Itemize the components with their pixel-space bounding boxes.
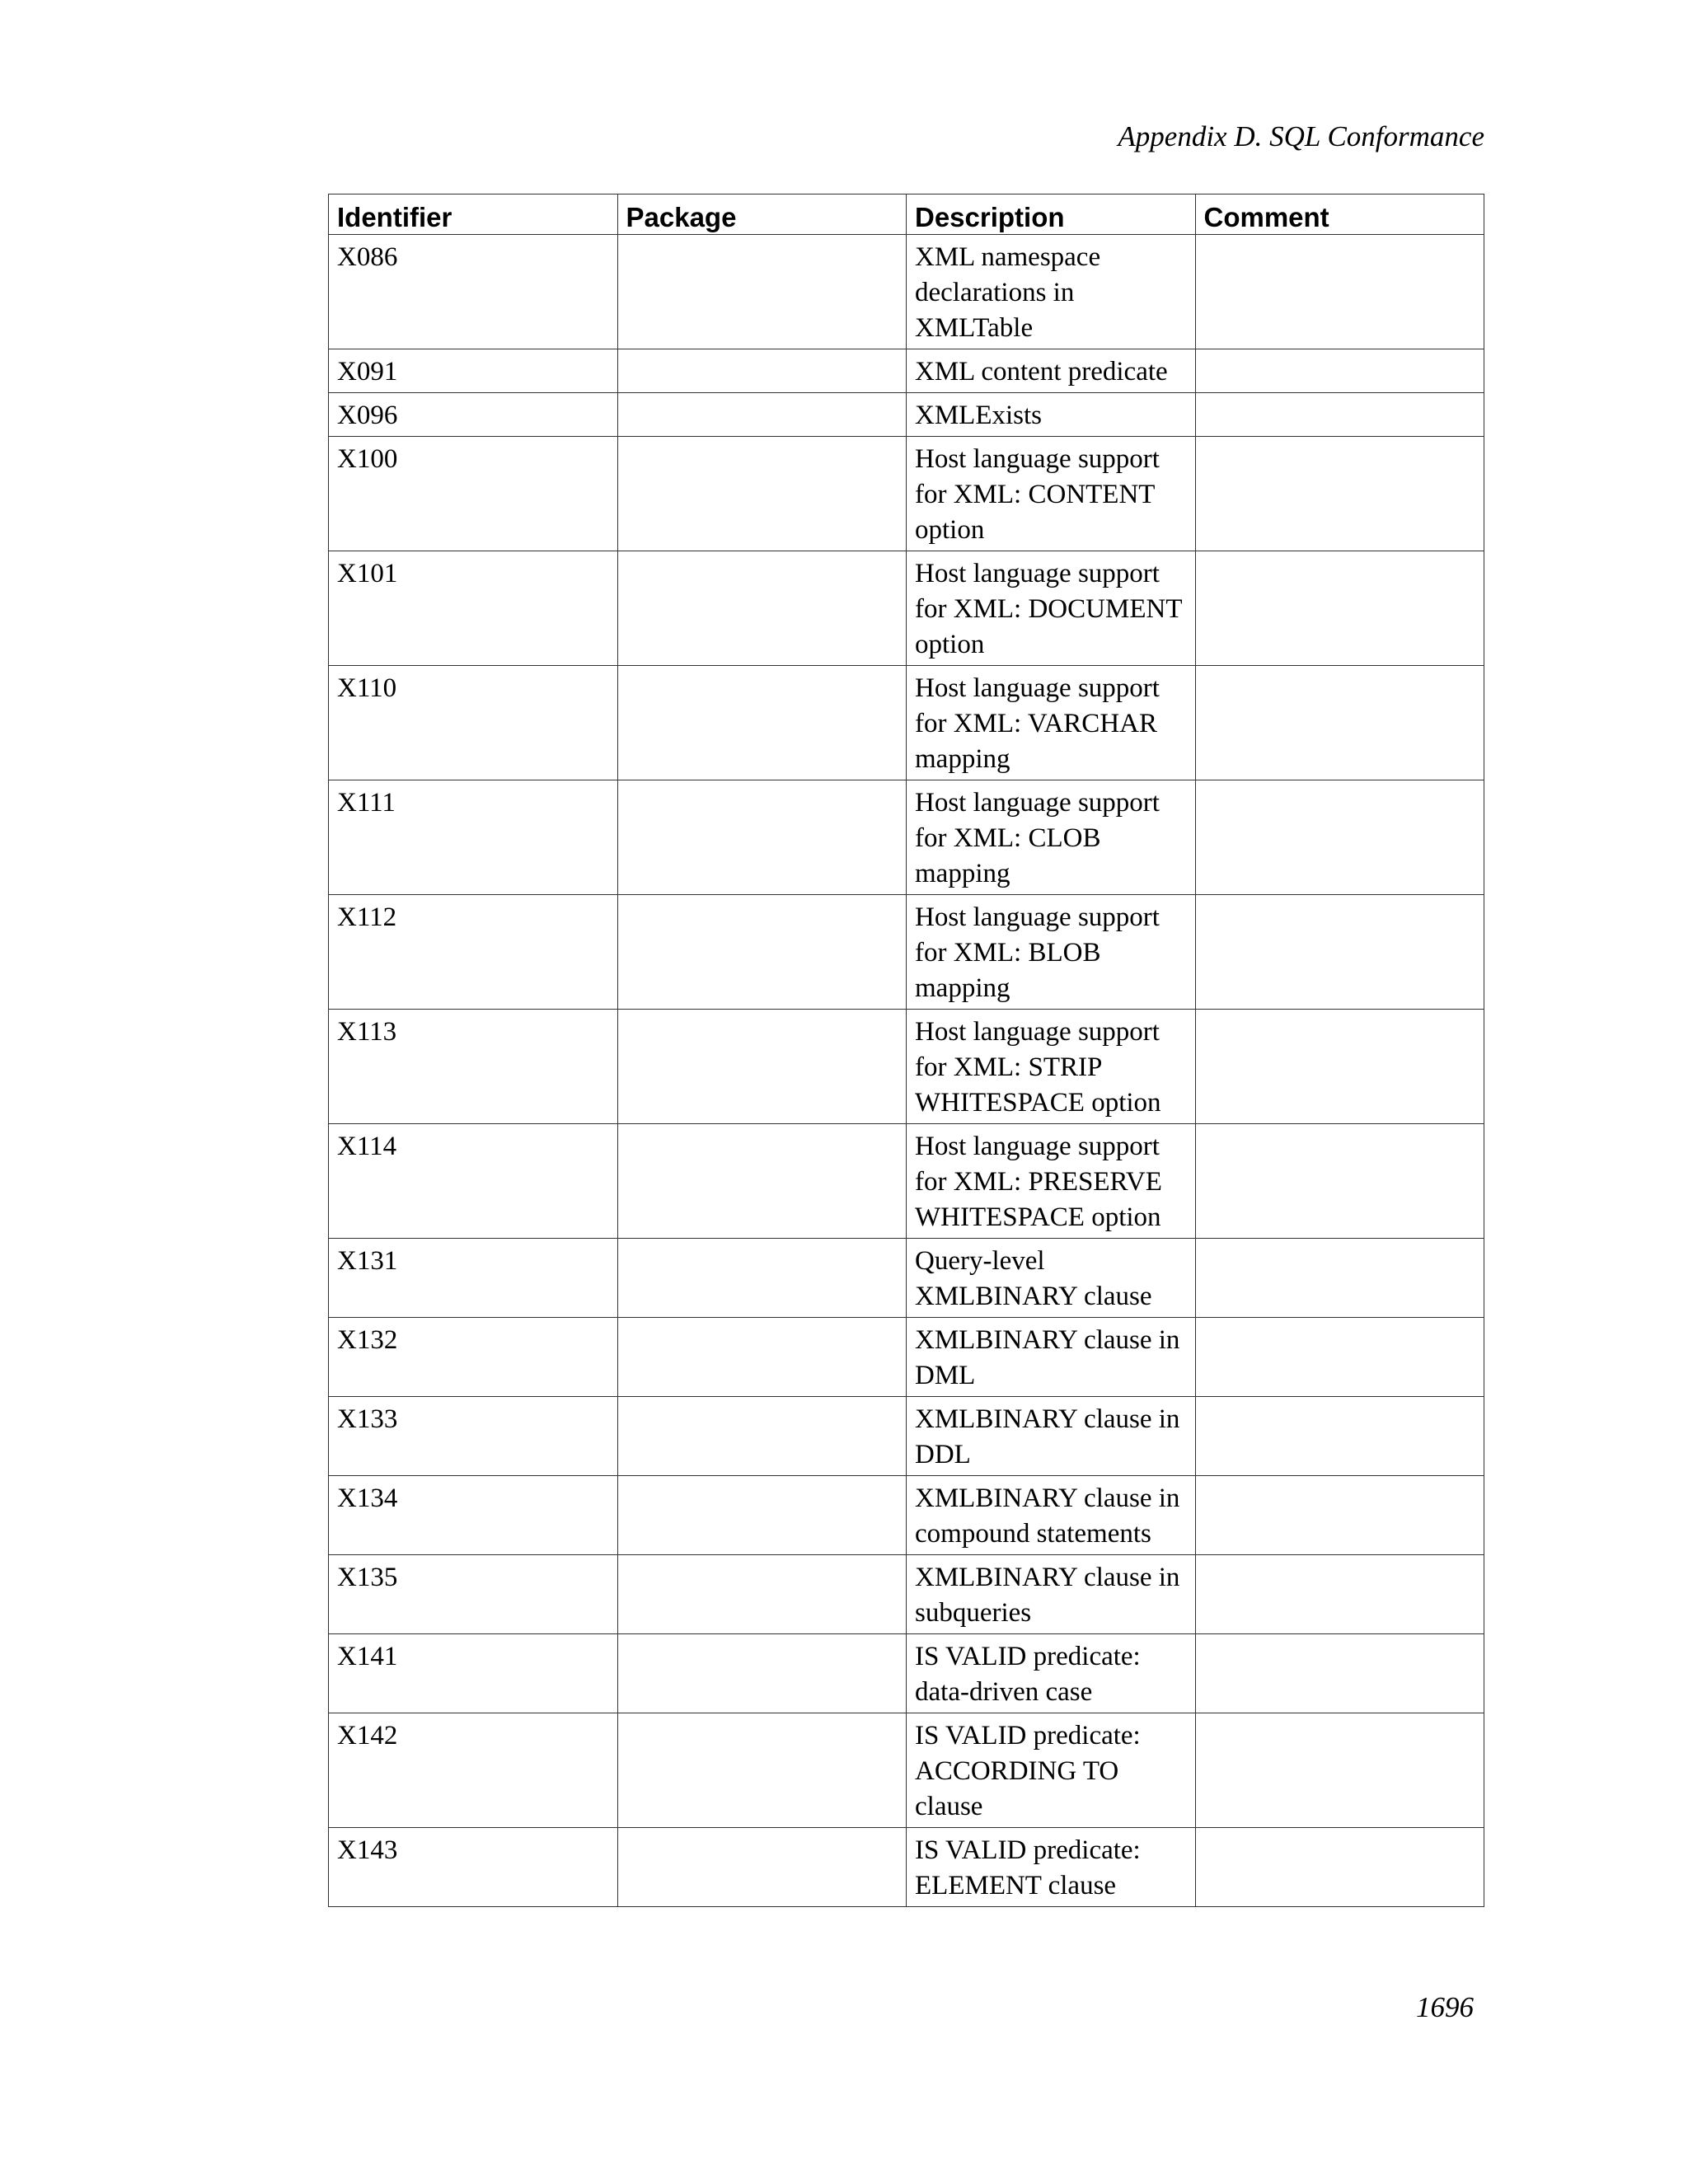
- cell-package: [617, 895, 907, 1010]
- cell-comment: [1195, 235, 1484, 349]
- cell-comment: [1195, 437, 1484, 551]
- cell-comment: [1195, 551, 1484, 666]
- cell-identifier: X111: [329, 780, 618, 895]
- cell-package: [617, 1397, 907, 1476]
- cell-package: [617, 393, 907, 437]
- cell-identifier: X135: [329, 1555, 618, 1634]
- cell-comment: [1195, 1476, 1484, 1555]
- table-row: [329, 1713, 1484, 1828]
- table-body: [329, 235, 1484, 1907]
- cell-package: [617, 1010, 907, 1124]
- table-row: [329, 666, 1484, 780]
- cell-identifier: X134: [329, 1476, 618, 1555]
- cell-comment: [1195, 1397, 1484, 1476]
- cell-description: Host language support for XML: STRIP WHITESPACE option: [907, 1010, 1196, 1124]
- cell-identifier: X141: [329, 1634, 618, 1713]
- cell-comment: [1195, 1828, 1484, 1907]
- cell-comment: [1195, 1634, 1484, 1713]
- table-row: [329, 780, 1484, 895]
- cell-identifier: X086: [329, 235, 618, 349]
- cell-description: XMLExists: [907, 393, 1196, 437]
- cell-package: [617, 1555, 907, 1634]
- table-row: [329, 349, 1484, 393]
- cell-identifier: X114: [329, 1124, 618, 1239]
- cell-package: [617, 1318, 907, 1397]
- cell-description: XMLBINARY clause in compound statements: [907, 1476, 1196, 1555]
- cell-identifier: X131: [329, 1239, 618, 1318]
- cell-comment: [1195, 1555, 1484, 1634]
- column-header-comment: Comment: [1195, 194, 1484, 235]
- cell-description: IS VALID predicate: data-driven case: [907, 1634, 1196, 1713]
- cell-package: [617, 235, 907, 349]
- cell-description: Host language support for XML: CONTENT option: [907, 437, 1196, 551]
- table-row: [329, 393, 1484, 437]
- cell-package: [617, 551, 907, 666]
- table-row: [329, 1476, 1484, 1555]
- table-row: [329, 895, 1484, 1010]
- table-row: [329, 437, 1484, 551]
- column-header-description: Description: [907, 194, 1196, 235]
- cell-comment: [1195, 895, 1484, 1010]
- column-header-package: Package: [617, 194, 907, 235]
- cell-description: XMLBINARY clause in DDL: [907, 1397, 1196, 1476]
- cell-identifier: X132: [329, 1318, 618, 1397]
- table-row: [329, 1239, 1484, 1318]
- cell-identifier: X143: [329, 1828, 618, 1907]
- table-row: [329, 551, 1484, 666]
- table-row: [329, 1555, 1484, 1634]
- table-row: [329, 1397, 1484, 1476]
- cell-package: [617, 1239, 907, 1318]
- cell-description: XML content predicate: [907, 349, 1196, 393]
- cell-comment: [1195, 1318, 1484, 1397]
- cell-identifier: X101: [329, 551, 618, 666]
- cell-package: [617, 1828, 907, 1907]
- cell-identifier: X110: [329, 666, 618, 780]
- cell-package: [617, 1124, 907, 1239]
- cell-description: Host language support for XML: BLOB mapping: [907, 895, 1196, 1010]
- cell-identifier: X113: [329, 1010, 618, 1124]
- cell-identifier: X091: [329, 349, 618, 393]
- cell-description: XML namespace declarations in XMLTable: [907, 235, 1196, 349]
- cell-comment: [1195, 1010, 1484, 1124]
- cell-description: Host language support for XML: PRESERVE WHITESPACE option: [907, 1124, 1196, 1239]
- cell-comment: [1195, 666, 1484, 780]
- cell-comment: [1195, 349, 1484, 393]
- cell-description: IS VALID predicate: ACCORDING TO clause: [907, 1713, 1196, 1828]
- cell-comment: [1195, 780, 1484, 895]
- cell-description: XMLBINARY clause in subqueries: [907, 1555, 1196, 1634]
- table-row: [329, 1124, 1484, 1239]
- cell-description: XMLBINARY clause in DML: [907, 1318, 1196, 1397]
- cell-identifier: X100: [329, 437, 618, 551]
- cell-package: [617, 1713, 907, 1828]
- cell-description: Query-level XMLBINARY clause: [907, 1239, 1196, 1318]
- page-number: 1696: [1416, 1991, 1474, 2023]
- cell-package: [617, 780, 907, 895]
- table-header-row: [329, 194, 1484, 235]
- cell-description: IS VALID predicate: ELEMENT clause: [907, 1828, 1196, 1907]
- table-row: [329, 1318, 1484, 1397]
- running-header: Appendix D. SQL Conformance: [1118, 120, 1484, 152]
- cell-identifier: X096: [329, 393, 618, 437]
- cell-description: Host language support for XML: VARCHAR mapping: [907, 666, 1196, 780]
- cell-package: [617, 666, 907, 780]
- cell-identifier: X142: [329, 1713, 618, 1828]
- table-row: [329, 235, 1484, 349]
- cell-identifier: X133: [329, 1397, 618, 1476]
- table-row: [329, 1010, 1484, 1124]
- table-row: [329, 1634, 1484, 1713]
- cell-package: [617, 437, 907, 551]
- cell-comment: [1195, 1713, 1484, 1828]
- cell-comment: [1195, 1239, 1484, 1318]
- cell-comment: [1195, 393, 1484, 437]
- table-row: [329, 1828, 1484, 1907]
- column-header-identifier: Identifier: [329, 194, 618, 235]
- cell-comment: [1195, 1124, 1484, 1239]
- cell-identifier: X112: [329, 895, 618, 1010]
- cell-package: [617, 349, 907, 393]
- cell-description: Host language support for XML: DOCUMENT option: [907, 551, 1196, 666]
- cell-package: [617, 1634, 907, 1713]
- cell-description: Host language support for XML: CLOB mapping: [907, 780, 1196, 895]
- cell-package: [617, 1476, 907, 1555]
- conformance-table: [328, 194, 1484, 1907]
